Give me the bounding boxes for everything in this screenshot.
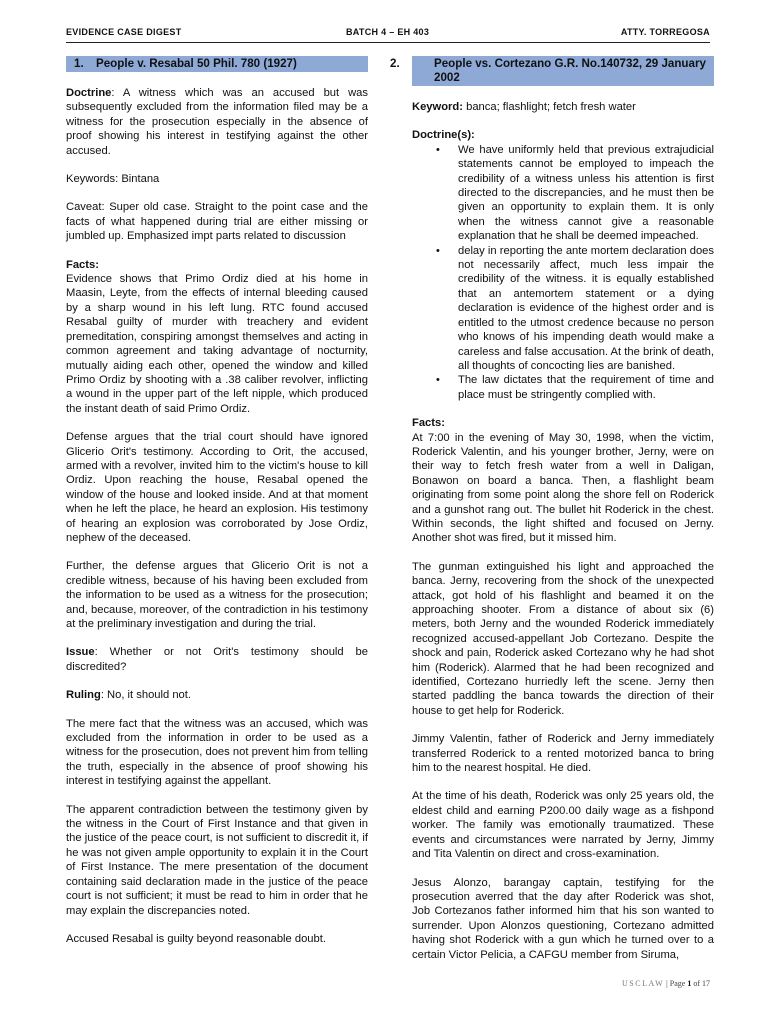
issue-label: Issue xyxy=(66,646,95,659)
bullet-icon: • xyxy=(436,374,440,387)
case-2-facts-paragraph: Jesus Alonzo, barangay captain, testifying for the prosecution averred that the day after Roderick was shot, Job Cortezanos father informed him that his son wanted to surrender. Upon Alonzos questioning, Cortezano admitted having shot Roderick with a gun which he turned over to a certain Victor Pelicia, a CAFGU member from Siruma, xyxy=(412,876,714,961)
case-2-facts-paragraph: The gunman extinguished his light and approached the banca. Jerny, recovering from the shock of the unexpected attack, got hold of his flashlight and beamed it on the approaching shooter. From a distance of about six (6) meters, both Jerny and the wounded Roderick immediately recognized accused-appellant Job Cortezano. Despite the shock and pain, Roderick asked Cortezano why he had shot him (Roderick). Alarmed that he had been recognized and identified, Cortezano hurriedly left the scene. Jerny then started paddling the banca towards the direction of their house to get help for Roderick. xyxy=(412,560,714,717)
case-1-title-text: People v. Resabal 50 Phil. 780 (1927) xyxy=(96,57,297,70)
case-1-keywords: Keywords: Bintana xyxy=(66,173,160,186)
doctrine-text: : A witness which was an accused but was subsequently excluded from the information filed may be a witness for the prosecution especially in the absence of proof showing his interest in testifying against the other accused. xyxy=(66,87,368,157)
case-2-facts-heading: Facts: xyxy=(412,417,445,430)
footer-of-word: of xyxy=(691,979,702,988)
page-header xyxy=(66,27,710,41)
case-1-facts-paragraph-2: Defense argues that the trial court should have ignored Glicerio Orit's testimony. According to Orit, the accused, armed with a revolver, invited him to the victim's house to kill Ordiz. Upon reaching the house, Resabal opened the window of the house and looked inside. And at that moment when he left the place, he heard an explosion. His testimony of hearing an explosion was corroborated by Jose Ordiz, nephew of the deceased. xyxy=(66,431,368,544)
left-column xyxy=(66,56,368,960)
case-1-facts-heading: Facts: xyxy=(66,258,99,271)
case-2-facts-paragraph: Jimmy Valentin, father of Roderick and Jerny immediately transferred Roderick to a rented motorized banca to bring him to the nearest hospital. He died. xyxy=(412,733,714,775)
case-2-keyword xyxy=(412,100,714,114)
page-footer xyxy=(622,979,710,988)
case-2-title xyxy=(390,56,714,86)
footer-brand: USCLAW xyxy=(622,979,665,988)
case-1-facts-paragraph-1: Evidence shows that Primo Ordiz died at his home in Maasin, Leyte, from the effects of internal bleeding caused by a sharp wound in his left lung. RTC found accused Resabal guilty of murder with treachery and evident premeditation, conspiring amongst themselves and acting in common agreement and taking advantage of nocturnity, mutually aiding each other, opened the window and killed Primo Ordiz by shooting with a .38 caliber revolver, inflicting a wound in the upper part of the left nipple, which produced the instant death of said Primo Ordiz. xyxy=(66,273,368,415)
header-course-title: EVIDENCE CASE DIGEST xyxy=(66,27,182,37)
right-column xyxy=(390,56,714,976)
bullet-icon: • xyxy=(436,244,440,257)
case-2-facts-paragraph: At 7:00 in the evening of May 30, 1998, when the victim, Roderick Valentin, and his younger brother, Jerny, were on their way to fetch fresh water from a well in Daligan, Bonawon on board a banca. Then, a flashlight beam originating from some point along the shore fell on Roderick and a gunshot rang out. The bullet hit Roderick in the chest. Within seconds, the light shifted and focused on Jerny. Another shot was fired, but it missed him. xyxy=(412,431,714,545)
case-1-ruling-paragraph-2: The apparent contradiction between the testimony given by the witness in the Court of First Instance and that given in the justice of the peace court, is not sufficient to discredit it, if he was not given ample opportunity to explain it in the Court of First Instance. The mere presentation of the document containing said declaration made in the justice of the peace court is not sufficient; it must be read to him in order that he may explain the discrepancies noted. xyxy=(66,803,368,917)
doctrine-label: Doctrine xyxy=(66,87,112,99)
case-1-facts-paragraph-3: Further, the defense argues that Glicerio Orit is not a credible witness, because of his having been excluded from the information to be used as a witness for the prosecution; and, because, moreover, of the contradiction in his testimony at the preliminary investigation and during the trial. xyxy=(66,560,368,630)
footer-separator: | xyxy=(664,979,670,988)
case-2-number: 2. xyxy=(390,57,400,70)
header-professor: ATTY. TORREGOSA xyxy=(620,27,710,37)
case-1-caveat: Caveat: Super old case. Straight to the point case and the facts of what happened during trial are either missing or jumbled up. Emphasized impt parts related to discussion xyxy=(66,201,368,243)
doctrine-list-item: • delay in reporting the ante mortem declaration does not necessarily affect, much less impair the credibility of the witness. it is equally established that an antemortem statement or a dying declaration is evidence of the highest order and is entitled to the utmost credence because no person who knows of his impending death would make a careless and false accusation. At the brink of death, all thoughts of concocting lies are banished. xyxy=(436,244,714,372)
issue-text: : Whether or not Orit's testimony should be discredited? xyxy=(66,646,368,673)
case-1-ruling-paragraph-3: Accused Resabal is guilty beyond reasonable doubt. xyxy=(66,932,326,945)
case-2-facts-paragraph: At the time of his death, Roderick was only 25 years old, the eldest child and earning P200.00 daily wage as a fishpond worker. The family was emotionally traumatized. These events and circumstances were narrated by Jerny, Jimmy and Tita Valentin on direct and cross-examination. xyxy=(412,790,714,861)
bullet-icon: • xyxy=(436,143,440,156)
keyword-text: banca; flashlight; fetch fresh water xyxy=(462,101,636,113)
doctrine-list xyxy=(412,143,714,402)
case-1-ruling xyxy=(66,688,368,702)
case-1-title xyxy=(66,56,368,72)
footer-page-total: 17 xyxy=(702,979,710,988)
doctrine-list-item: • The law dictates that the requirement of time and place must be stringently complied with. xyxy=(436,374,714,401)
case-1-issue xyxy=(66,645,368,674)
case-1-number: 1. xyxy=(74,57,84,70)
doctrine-list-item: • We have uniformly held that previous extrajudicial statements cannot be employed to impeach the credibility of a witness unless his attention is first directed to the discrepancies, and he must then be given an opportunity to explain them. It is only when the witness cannot give a reasonable explanation that he shall be deemed impeached. xyxy=(436,143,714,243)
footer-page-number: 1 xyxy=(687,979,692,988)
keyword-label: Keyword: xyxy=(412,101,463,113)
ruling-label: Ruling xyxy=(66,689,101,702)
case-2-title-text: People vs. Cortezano G.R. No.140732, 29 January 2002 xyxy=(434,57,706,84)
header-divider xyxy=(66,42,710,43)
ruling-text: : No, it should not. xyxy=(100,689,191,702)
case-2-doctrines-heading: Doctrine(s): xyxy=(412,129,475,142)
case-1-doctrine xyxy=(66,86,368,158)
header-batch: BATCH 4 – EH 403 xyxy=(346,27,430,37)
footer-page-word: Page xyxy=(669,979,688,988)
case-1-ruling-paragraph-1: The mere fact that the witness was an accused, which was excluded from the information in order to be used as a witness for the prosecution, does not prevent him from telling the truth, especially in the absence of proof showing his interest in testifying against the appellant. xyxy=(66,717,368,788)
